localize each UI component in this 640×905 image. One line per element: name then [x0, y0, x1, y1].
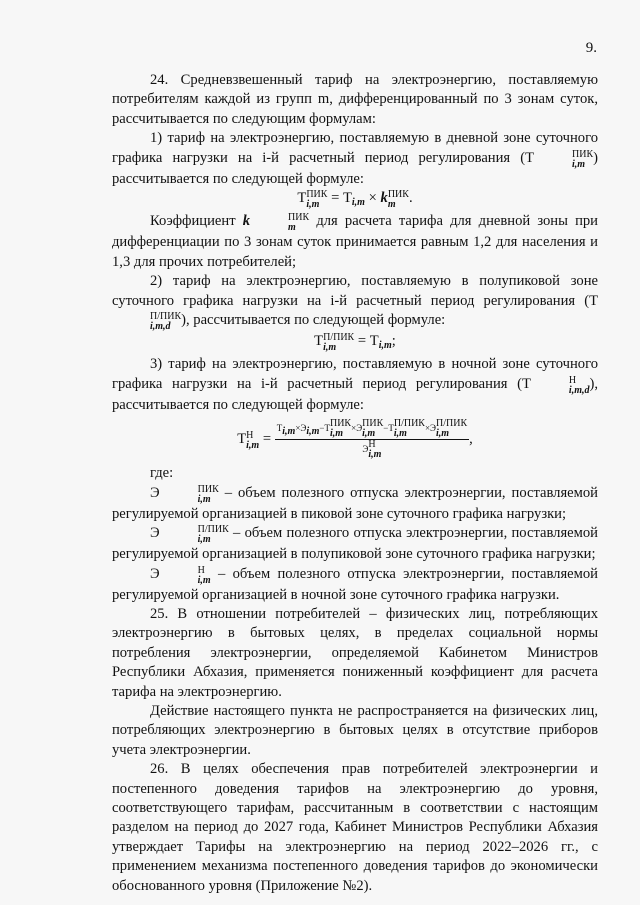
formula-halfpeak: Т П/ПИК i,m = $Т_{i,m}$;	[314, 332, 396, 354]
paragraph-day-tariff	[112, 129, 598, 189]
page-number: 9.	[585, 40, 597, 56]
day-tariff-text-b: ) рассчитывается по следующей формуле:	[112, 149, 598, 187]
paragraph-26: 26. В целях обеспечения прав потребителей электроэнергии и постепенного доведения тарифов на электроэнергию до уровня, соответствующего тарифам, рассчитанным в соответствии с настоящим разделом на период до 2027 года, Кабинет Министров Республики Абхазия утверждает Тарифы на электроэнергию на период 2022–2026 гг., с применением механизма постепенного доведения тарифов до экономически обоснованного уровня (Приложение №2).	[112, 761, 598, 894]
definition-night-volume: Э Н i,m – объем полезного отпуска электроэнергии, поставляемой регулируемой организацией в ночной зоне суточного графика нагрузки.	[112, 564, 598, 603]
night-fraction: Тi,m×Эi,m−Т ПИК i,m ×Э ПИК i,m −Т П/ПИК i,m ×Э П/ПИК i,m Э Н i,m	[276, 418, 468, 461]
paragraph-25: 25. В отношении потребителей – физических лиц, потребляющих электроэнергию в бытовых целях, в пределах социальной нормы потребления электроэнергии, определяемой Кабинетом Министров Республики Абхазия, применяется пониженный коэффициент для расчета тарифа на электроэнергию.	[112, 605, 598, 700]
coefficient-symbol: k	[242, 213, 251, 230]
paragraph-coefficient: Коэффициент k ПИК m для расчета тарифа для дневной зоны при дифференциации по 3 зонам суток принимается равным 1,2 для населения и 1,3 для прочих потребителей;	[112, 212, 598, 270]
definition-halfpeak-volume: Э П/ПИК i,m – объем полезного отпуска электроэнергии, поставляемой регулируемой организацией в полупиковой зоне суточного графика нагрузки;	[112, 524, 598, 563]
formula-day: Т ПИК i,m = $Т_{i,m} \times k$ ПИК m .	[297, 189, 413, 211]
paragraph-halfpeak-tariff: 2) тариф на электроэнергию, поставляемую в полупиковой зоне суточного графика нагрузки на i-й расчетный период регулирования (Т П/ПИК i,m,d ), рассчитывается по следующей формуле:	[112, 273, 598, 333]
paragraph-25-exception: Действие настоящего пункта не распространяется на физических лиц, потребляющих электроэнергию в бытовых целях в отсутствие приборов учета электроэнергии.	[112, 702, 598, 758]
paragraph-24: 24. Средневзвешенный тариф на электроэнергию, поставляемую потребителям каждой из групп m, дифференцированный по 3 зонам суток, рассчитывается по следующим формулам:	[112, 72, 598, 127]
formula-night: Т Н i,m = Тi,m×Эi,m−Т ПИК i,m ×Э ПИК i,m −Т П/ПИК i,m ×Э П/ПИК i,m Э Н i,m ,	[237, 418, 473, 461]
day-tariff-symbol: Т ПИК i,m	[525, 148, 594, 170]
day-tariff-text-a: 1) тариф на электроэнергию, поставляемую в дневной зоне суточного графика нагрузки на i-й расчетный период регулирования (	[112, 130, 598, 166]
where-label: где:	[150, 465, 174, 482]
document-body	[112, 71, 598, 896]
paragraph-night-tariff: 3) тариф на электроэнергию, поставляемую в ночной зоне суточного графика нагрузки на i-й расчетный период регулирования (Т Н i,m,d ), рассчитывается по следующей формуле:	[112, 356, 598, 413]
definition-peak-volume: Э ПИК i,m – объем полезного отпуска электроэнергии, поставляемой регулируемой организацией в пиковой зоне суточного графика нагрузки;	[112, 483, 598, 522]
